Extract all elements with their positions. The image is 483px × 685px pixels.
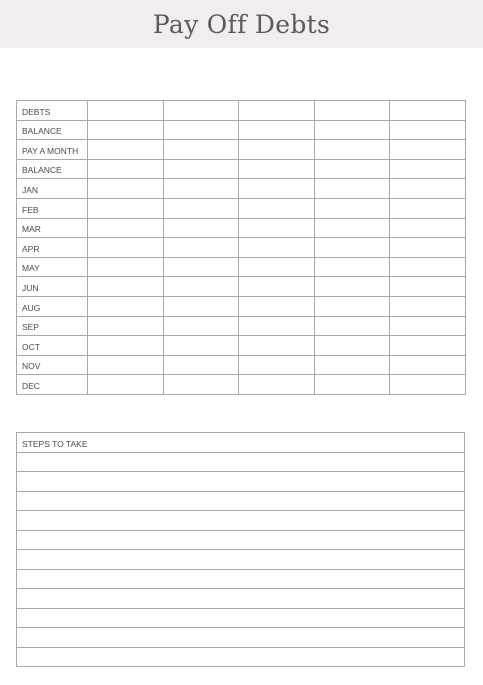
debts-cell[interactable] xyxy=(239,120,315,140)
debts-cell[interactable] xyxy=(314,179,390,199)
debts-cell[interactable] xyxy=(314,198,390,218)
debts-cell[interactable] xyxy=(88,140,164,160)
debts-row xyxy=(17,277,466,297)
debts-cell[interactable] xyxy=(239,140,315,160)
debts-cell[interactable] xyxy=(390,316,466,336)
steps-cell[interactable] xyxy=(17,589,465,609)
steps-cell[interactable] xyxy=(17,647,465,667)
debts-cell[interactable] xyxy=(88,316,164,336)
debts-row-label: OCT xyxy=(17,336,88,356)
debts-cell[interactable] xyxy=(163,355,239,375)
steps-row xyxy=(17,628,465,648)
debts-cell[interactable] xyxy=(239,336,315,356)
debts-cell[interactable] xyxy=(163,198,239,218)
debts-cell[interactable] xyxy=(390,159,466,179)
debts-cell[interactable] xyxy=(314,120,390,140)
debts-row-label: AUG xyxy=(17,296,88,316)
steps-row xyxy=(17,452,465,472)
steps-cell[interactable] xyxy=(17,472,465,492)
debts-row xyxy=(17,218,466,238)
debts-cell[interactable] xyxy=(239,101,315,121)
debts-row-label: PAY A MONTH xyxy=(17,140,88,160)
debts-cell[interactable] xyxy=(314,101,390,121)
steps-row xyxy=(17,550,465,570)
steps-row xyxy=(17,647,465,667)
debts-cell[interactable] xyxy=(390,140,466,160)
steps-header-label: STEPS TO TAKE xyxy=(17,433,465,453)
debts-cell[interactable] xyxy=(88,355,164,375)
debts-cell[interactable] xyxy=(390,355,466,375)
debts-cell[interactable] xyxy=(314,355,390,375)
debts-cell[interactable] xyxy=(239,218,315,238)
debts-cell[interactable] xyxy=(314,316,390,336)
debts-row-label: BALANCE xyxy=(17,159,88,179)
steps-row xyxy=(17,589,465,609)
debts-row xyxy=(17,238,466,258)
steps-row xyxy=(17,491,465,511)
debts-row-label: MAY xyxy=(17,257,88,277)
steps-row xyxy=(17,530,465,550)
debts-cell[interactable] xyxy=(239,257,315,277)
debts-row xyxy=(17,296,466,316)
page-title: Pay Off Debts xyxy=(152,9,331,39)
debts-cell[interactable] xyxy=(88,179,164,199)
debts-row-label: MAR xyxy=(17,218,88,238)
debts-cell[interactable] xyxy=(239,198,315,218)
debts-cell[interactable] xyxy=(314,218,390,238)
steps-cell[interactable] xyxy=(17,550,465,570)
debts-cell[interactable] xyxy=(239,277,315,297)
debts-cell[interactable] xyxy=(163,375,239,395)
debts-cell[interactable] xyxy=(88,198,164,218)
debts-cell[interactable] xyxy=(163,336,239,356)
steps-cell[interactable] xyxy=(17,491,465,511)
steps-cell[interactable] xyxy=(17,628,465,648)
debts-cell[interactable] xyxy=(239,316,315,336)
debts-cell[interactable] xyxy=(314,257,390,277)
debts-cell[interactable] xyxy=(239,355,315,375)
debts-cell[interactable] xyxy=(163,316,239,336)
debts-cell[interactable] xyxy=(390,296,466,316)
debts-row xyxy=(17,375,466,395)
debts-row xyxy=(17,140,466,160)
debts-row-label: NOV xyxy=(17,355,88,375)
debts-cell[interactable] xyxy=(390,238,466,258)
steps-row xyxy=(17,472,465,492)
debts-row-label: SEP xyxy=(17,316,88,336)
steps-row xyxy=(17,569,465,589)
debts-row-label: DEC xyxy=(17,375,88,395)
debts-cell[interactable] xyxy=(314,375,390,395)
debts-cell[interactable] xyxy=(390,218,466,238)
debts-cell[interactable] xyxy=(163,218,239,238)
page-header xyxy=(0,0,483,48)
debts-cell[interactable] xyxy=(239,375,315,395)
debts-cell[interactable] xyxy=(163,120,239,140)
debts-cell[interactable] xyxy=(163,238,239,258)
debts-cell[interactable] xyxy=(239,296,315,316)
debts-cell[interactable] xyxy=(239,179,315,199)
debts-cell[interactable] xyxy=(163,159,239,179)
debts-cell[interactable] xyxy=(163,179,239,199)
debts-cell[interactable] xyxy=(239,159,315,179)
debts-cell[interactable] xyxy=(88,238,164,258)
debts-cell[interactable] xyxy=(163,257,239,277)
debts-cell[interactable] xyxy=(163,277,239,297)
debts-cell[interactable] xyxy=(163,101,239,121)
debts-cell[interactable] xyxy=(88,159,164,179)
debts-row xyxy=(17,198,466,218)
debts-row-label: FEB xyxy=(17,198,88,218)
debts-row xyxy=(17,179,466,199)
steps-row xyxy=(17,608,465,628)
debts-cell[interactable] xyxy=(88,120,164,140)
debts-table-body xyxy=(17,101,466,395)
debts-cell[interactable] xyxy=(239,238,315,258)
debts-cell[interactable] xyxy=(390,101,466,121)
debts-row xyxy=(17,316,466,336)
debts-cell[interactable] xyxy=(390,375,466,395)
debts-cell[interactable] xyxy=(390,179,466,199)
debts-cell[interactable] xyxy=(88,277,164,297)
steps-row xyxy=(17,511,465,531)
debts-cell[interactable] xyxy=(163,140,239,160)
debts-cell[interactable] xyxy=(314,296,390,316)
debts-cell[interactable] xyxy=(314,277,390,297)
steps-cell[interactable] xyxy=(17,569,465,589)
debts-row xyxy=(17,355,466,375)
debts-cell[interactable] xyxy=(390,277,466,297)
debts-row xyxy=(17,257,466,277)
steps-header-row xyxy=(17,433,465,453)
debts-cell[interactable] xyxy=(390,257,466,277)
debts-cell[interactable] xyxy=(88,296,164,316)
debts-cell[interactable] xyxy=(390,120,466,140)
debts-cell[interactable] xyxy=(163,296,239,316)
debts-row xyxy=(17,159,466,179)
debts-cell[interactable] xyxy=(390,336,466,356)
debts-row xyxy=(17,101,466,121)
debts-row-label: DEBTS xyxy=(17,101,88,121)
debts-row-label: JUN xyxy=(17,277,88,297)
steps-cell[interactable] xyxy=(17,511,465,531)
debts-row-label: APR xyxy=(17,238,88,258)
debts-cell[interactable] xyxy=(88,218,164,238)
debts-cell[interactable] xyxy=(314,159,390,179)
steps-cell[interactable] xyxy=(17,608,465,628)
steps-table xyxy=(16,432,465,667)
debts-table xyxy=(16,100,466,395)
steps-cell[interactable] xyxy=(17,452,465,472)
debts-cell[interactable] xyxy=(88,336,164,356)
debts-cell[interactable] xyxy=(314,238,390,258)
debts-cell[interactable] xyxy=(88,375,164,395)
debts-row xyxy=(17,336,466,356)
debts-cell[interactable] xyxy=(314,336,390,356)
debts-row-label: BALANCE xyxy=(17,120,88,140)
debts-cell[interactable] xyxy=(88,257,164,277)
debts-cell[interactable] xyxy=(390,198,466,218)
debts-row-label: JAN xyxy=(17,179,88,199)
debts-cell[interactable] xyxy=(314,140,390,160)
steps-cell[interactable] xyxy=(17,530,465,550)
debts-row xyxy=(17,120,466,140)
debts-cell[interactable] xyxy=(88,101,164,121)
